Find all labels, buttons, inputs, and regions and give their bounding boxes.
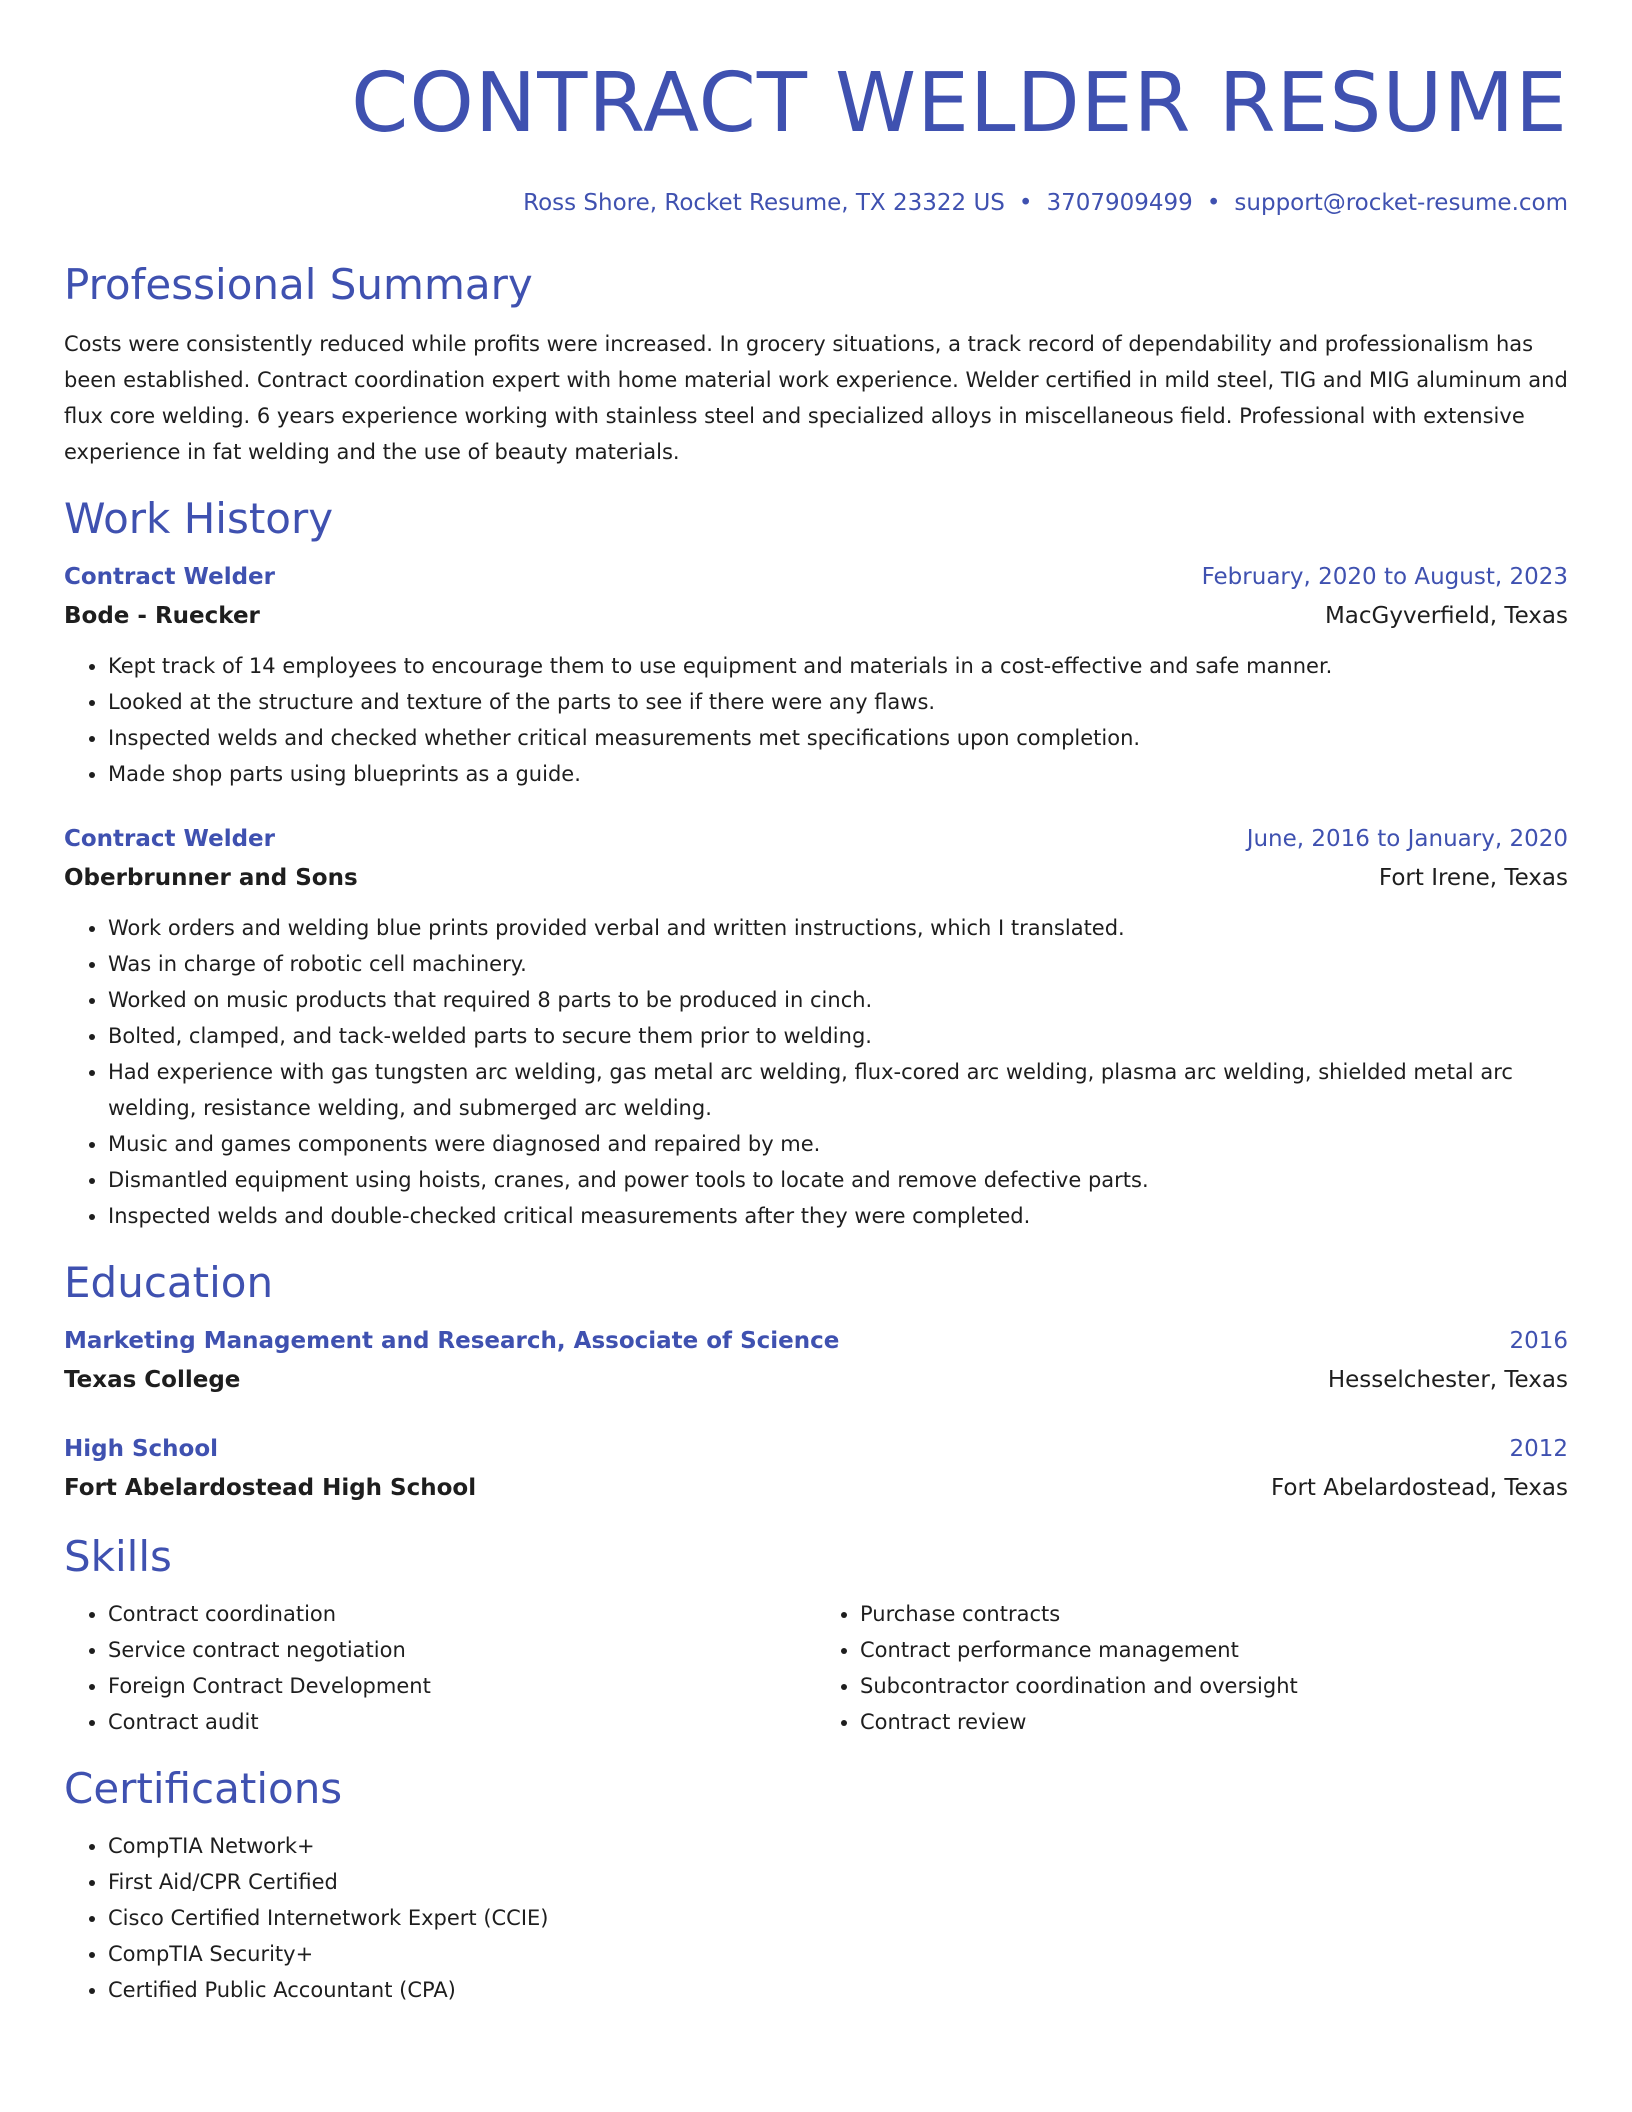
education-degree: High School bbox=[64, 1436, 219, 1462]
skill-item: • Foreign Contract Development bbox=[108, 1668, 816, 1704]
job-bullet: • Had experience with gas tungsten arc welding, gas metal arc welding, flux-cored arc welding, plasma arc welding, shielded metal arc welding, resistance welding, and submerged arc welding. bbox=[108, 1054, 1568, 1126]
certification-item: • CompTIA Security+ bbox=[108, 1936, 1568, 1972]
job-entry bbox=[64, 558, 1568, 792]
education-entry bbox=[64, 1322, 1568, 1400]
contact-email[interactable]: support@rocket-resume.com bbox=[1234, 190, 1568, 216]
job-bullet: • Music and games components were diagnosed and repaired by me. bbox=[108, 1126, 1568, 1162]
certification-item: • First Aid/CPR Certified bbox=[108, 1864, 1568, 1900]
skill-item: • Contract coordination bbox=[108, 1596, 816, 1632]
education-degree: Marketing Management and Research, Associate of Science bbox=[64, 1328, 840, 1354]
certification-item: • Cisco Certified Internetwork Expert (CCIE) bbox=[108, 1900, 1568, 1936]
job-bullets bbox=[64, 910, 1568, 1234]
job-role: Contract Welder bbox=[64, 826, 275, 852]
skill-item: • Contract review bbox=[860, 1704, 1568, 1740]
job-bullet: • Was in charge of robotic cell machinery. bbox=[108, 946, 1568, 982]
resume-page bbox=[64, 0, 1568, 2008]
job-role: Contract Welder bbox=[64, 564, 275, 590]
certifications-list bbox=[64, 1828, 1568, 2008]
summary-text: Costs were consistently reduced while profits were increased. In grocery situations, a track record of dependability and professionalism has been established. Contract coordination expert with home material work experience. Welder certified in mild steel, TIG and MIG aluminum and flux core welding. 6 years experience working with stainless steel and specialized alloys in miscellaneous field. Professional with extensive experience in fat welding and the use of beauty materials. bbox=[64, 332, 1568, 464]
job-bullet: • Made shop parts using blueprints as a guide. bbox=[108, 756, 1568, 792]
skills-grid bbox=[64, 1596, 1568, 1740]
skills-list-right bbox=[816, 1596, 1568, 1740]
job-bullet: • Bolted, clamped, and tack-welded parts to secure them prior to welding. bbox=[108, 1018, 1568, 1054]
job-company: Oberbrunner and Sons bbox=[64, 865, 358, 891]
job-bullet: • Dismantled equipment using hoists, cranes, and power tools to locate and remove defective parts. bbox=[108, 1162, 1568, 1198]
contact-line bbox=[64, 186, 1568, 220]
resume-title: CONTRACT WELDER RESUME bbox=[351, 56, 1568, 151]
certifications-section bbox=[64, 1762, 1568, 2008]
job-dates: June, 2016 to January, 2020 bbox=[1246, 826, 1568, 852]
summary-section bbox=[64, 258, 1568, 470]
contact-address: Ross Shore, Rocket Resume, TX 23322 US bbox=[523, 190, 1005, 216]
education-location: Hesselchester, Texas bbox=[1327, 1367, 1568, 1393]
job-bullet: • Inspected welds and checked whether critical measurements met specifications upon completion. bbox=[108, 720, 1568, 756]
contact-phone: 3707909499 bbox=[1046, 190, 1193, 216]
job-entry bbox=[64, 820, 1568, 1234]
job-bullet: • Work orders and welding blue prints provided verbal and written instructions, which I translated. bbox=[108, 910, 1568, 946]
education-year: 2016 bbox=[1509, 1328, 1568, 1354]
education-entry bbox=[64, 1430, 1568, 1508]
education-school: Fort Abelardostead High School bbox=[64, 1475, 477, 1501]
education-year: 2012 bbox=[1509, 1436, 1568, 1462]
job-bullet: • Inspected welds and double-checked critical measurements after they were completed. bbox=[108, 1198, 1568, 1234]
job-company: Bode - Ruecker bbox=[64, 603, 260, 629]
skill-item: • Service contract negotiation bbox=[108, 1632, 816, 1668]
job-dates: February, 2020 to August, 2023 bbox=[1201, 564, 1568, 590]
education-section bbox=[64, 1256, 1568, 1508]
job-location: Fort Irene, Texas bbox=[1378, 865, 1568, 891]
skill-item: • Purchase contracts bbox=[860, 1596, 1568, 1632]
job-location: MacGyverfield, Texas bbox=[1324, 603, 1568, 629]
contact-separator: • bbox=[1018, 190, 1033, 216]
job-bullet: • Worked on music products that required 8 parts to be produced in cinch. bbox=[108, 982, 1568, 1018]
skills-list-left bbox=[64, 1596, 816, 1740]
education-location: Fort Abelardostead, Texas bbox=[1270, 1475, 1568, 1501]
education-school: Texas College bbox=[64, 1367, 241, 1393]
skill-item: • Subcontractor coordination and oversight bbox=[860, 1668, 1568, 1704]
job-bullet: • Looked at the structure and texture of the parts to see if there were any flaws. bbox=[108, 684, 1568, 720]
section-title-education: Education bbox=[64, 1258, 274, 1307]
section-title-summary: Professional Summary bbox=[64, 260, 533, 309]
job-bullets bbox=[64, 648, 1568, 792]
section-title-work: Work History bbox=[64, 494, 334, 543]
section-title-skills: Skills bbox=[64, 1532, 172, 1581]
certification-item: • Certified Public Accountant (CPA) bbox=[108, 1972, 1568, 2008]
skill-item: • Contract audit bbox=[108, 1704, 816, 1740]
skills-section bbox=[64, 1530, 1568, 1740]
section-title-certifications: Certifications bbox=[64, 1764, 343, 1813]
job-bullet: • Kept track of 14 employees to encourage them to use equipment and materials in a cost-effective and safe manner. bbox=[108, 648, 1568, 684]
work-section bbox=[64, 492, 1568, 1234]
skill-item: • Contract performance management bbox=[860, 1632, 1568, 1668]
certification-item: • CompTIA Network+ bbox=[108, 1828, 1568, 1864]
contact-separator: • bbox=[1206, 190, 1221, 216]
